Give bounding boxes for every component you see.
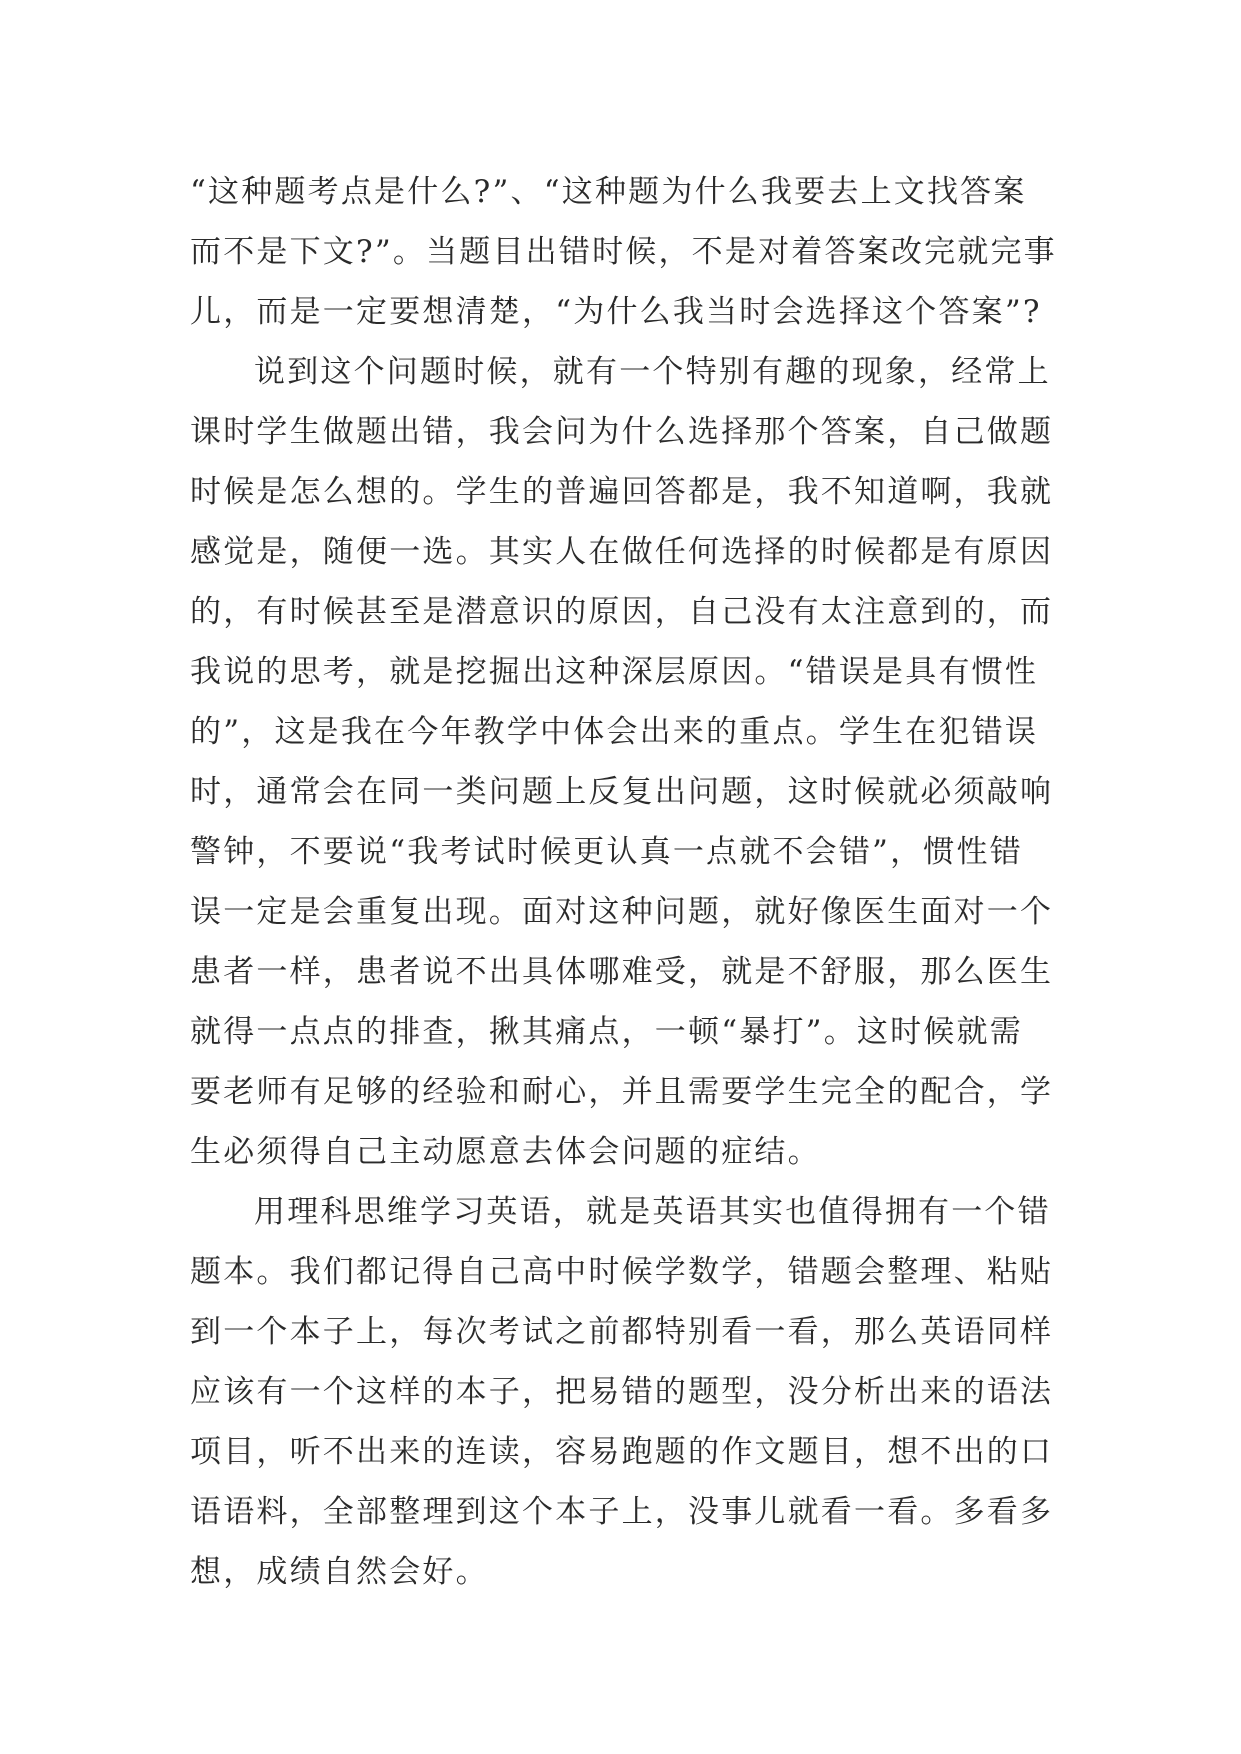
text-line: 用理科思维学习英语，就是英语其实也值得拥有一个错 — [254, 1194, 1051, 1230]
text-line: 题本。我们都记得自己高中时候学数学，错题会整理、粘贴 — [190, 1254, 1054, 1290]
text-line: 的，有时候甚至是潜意识的原因，自己没有太注意到的，而 — [190, 594, 1054, 630]
text-line: 课时学生做题出错，我会问为什么选择那个答案，自己做题 — [190, 414, 1054, 450]
text-line: 项目，听不出来的连读，容易跑题的作文题目，想不出的口 — [190, 1434, 1054, 1470]
text-line: 到一个本子上，每次考试之前都特别看一看，那么英语同样 — [190, 1314, 1054, 1350]
text-line: 应该有一个这样的本子，把易错的题型，没分析出来的语法 — [190, 1374, 1054, 1410]
text-line: “这种题考点是什么?”、“这种题为什么我要去上文找答案 — [190, 174, 1027, 210]
text-line: 误一定是会重复出现。面对这种问题，就好像医生面对一个 — [190, 894, 1054, 930]
text-line: 生必须得自己主动愿意去体会问题的症结。 — [190, 1134, 821, 1170]
text-line: 的”，这是我在今年教学中体会出来的重点。学生在犯错误 — [190, 714, 1039, 750]
text-line: 说到这个问题时候，就有一个特别有趣的现象，经常上 — [254, 354, 1051, 390]
text-line: 而不是下文?”。当题目出错时候，不是对着答案改完就完事 — [190, 234, 1057, 270]
text-line: 想，成绩自然会好。 — [190, 1554, 489, 1590]
text-line: 儿，而是一定要想清楚，“为什么我当时会选择这个答案”? — [190, 294, 1042, 330]
text-line: 患者一样，患者说不出具体哪难受，就是不舒服，那么医生 — [190, 954, 1054, 990]
document-body — [190, 162, 1060, 1602]
text-line: 我说的思考，就是挖掘出这种深层原因。“错误是具有惯性 — [190, 654, 1039, 690]
text-line: 要老师有足够的经验和耐心，并且需要学生完全的配合，学 — [190, 1074, 1054, 1110]
text-line: 感觉是，随便一选。其实人在做任何选择的时候都是有原因 — [190, 534, 1054, 570]
text-line: 语语料，全部整理到这个本子上，没事儿就看一看。多看多 — [190, 1494, 1054, 1530]
text-line: 时候是怎么想的。学生的普遍回答都是，我不知道啊，我就 — [190, 474, 1054, 510]
text-line: 时，通常会在同一类问题上反复出问题，这时候就必须敲响 — [190, 774, 1054, 810]
paragraph-3 — [190, 1182, 1060, 1602]
text-line: 就得一点点的排查，揪其痛点，一顿“暴打”。这时候就需 — [190, 1014, 1023, 1050]
paragraph-1 — [190, 162, 1060, 342]
text-line: 警钟，不要说“我考试时候更认真一点就不会错”，惯性错 — [190, 834, 1023, 870]
paragraph-2 — [190, 342, 1060, 1182]
